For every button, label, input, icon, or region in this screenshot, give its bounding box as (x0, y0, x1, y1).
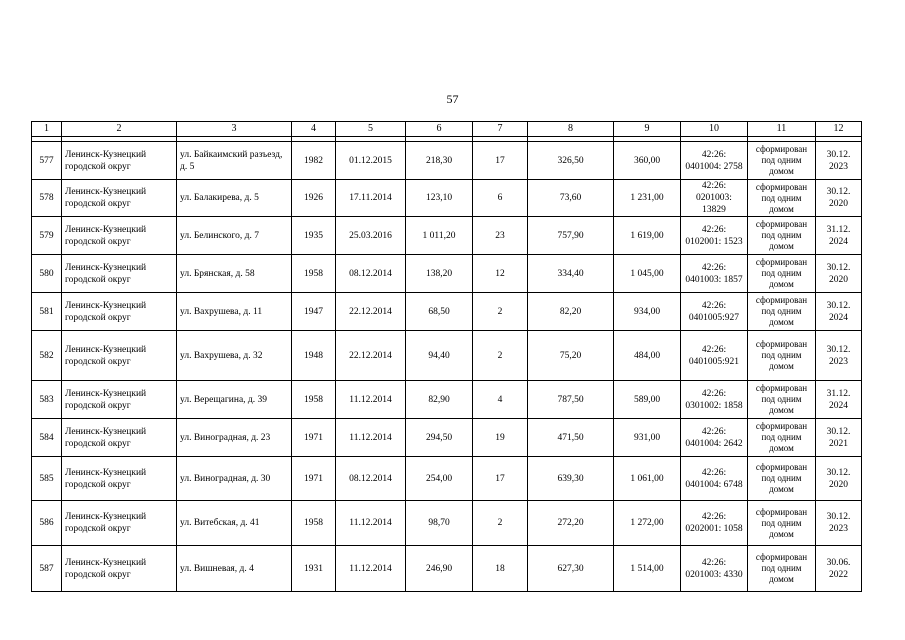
count-cell: 18 (473, 546, 528, 592)
value-col9-cell: 1 619,00 (614, 217, 681, 255)
column-number: 1 (32, 122, 62, 137)
date-cell: 22.12.2014 (336, 331, 406, 381)
address-cell: ул. Вахрушева, д. 11 (177, 293, 292, 331)
value-col9-cell: 1 272,00 (614, 501, 681, 546)
land-status-cell: сформирован под одним домом (748, 331, 816, 381)
address-cell: ул. Вишневая, д. 4 (177, 546, 292, 592)
deadline-cell: 30.12. 2021 (816, 419, 862, 457)
column-number: 3 (177, 122, 292, 137)
land-status-cell: сформирован под одним домом (748, 381, 816, 419)
year-cell: 1926 (292, 180, 336, 217)
year-cell: 1971 (292, 457, 336, 501)
column-number: 7 (473, 122, 528, 137)
table-row (32, 142, 862, 180)
value-col8-cell: 334,40 (528, 255, 614, 293)
deadline-cell: 30.12. 2023 (816, 331, 862, 381)
deadline-cell: 30.12. 2024 (816, 293, 862, 331)
cadastral-number-cell: 42:26: 0201003: 13829 (681, 180, 748, 217)
cadastral-number-cell: 42:26: 0202001: 1058 (681, 501, 748, 546)
column-number: 4 (292, 122, 336, 137)
column-number: 11 (748, 122, 816, 137)
address-cell: ул. Байкаимский разъезд, д. 5 (177, 142, 292, 180)
cadastral-number-cell: 42:26: 0401004: 6748 (681, 457, 748, 501)
address-cell: ул. Белинского, д. 7 (177, 217, 292, 255)
deadline-cell: 30.12. 2020 (816, 255, 862, 293)
cadastral-number-cell: 42:26: 0401005:921 (681, 331, 748, 381)
year-cell: 1958 (292, 255, 336, 293)
area-cell: 246,90 (406, 546, 473, 592)
year-cell: 1971 (292, 419, 336, 457)
district-cell: Ленинск-Кузнецкий городской округ (62, 457, 177, 501)
date-cell: 08.12.2014 (336, 457, 406, 501)
area-cell: 254,00 (406, 457, 473, 501)
table-row (32, 331, 862, 381)
cadastral-number-cell: 42:26: 0401004: 2642 (681, 419, 748, 457)
row-number-cell: 585 (32, 457, 62, 501)
year-cell: 1931 (292, 546, 336, 592)
value-col8-cell: 326,50 (528, 142, 614, 180)
value-col9-cell: 484,00 (614, 331, 681, 381)
date-cell: 22.12.2014 (336, 293, 406, 331)
date-cell: 08.12.2014 (336, 255, 406, 293)
district-cell: Ленинск-Кузнецкий городской округ (62, 546, 177, 592)
area-cell: 218,30 (406, 142, 473, 180)
column-number: 8 (528, 122, 614, 137)
address-cell: ул. Брянская, д. 58 (177, 255, 292, 293)
cadastral-number-cell: 42:26: 0401005:927 (681, 293, 748, 331)
value-col8-cell: 757,90 (528, 217, 614, 255)
area-cell: 82,90 (406, 381, 473, 419)
area-cell: 98,70 (406, 501, 473, 546)
address-cell: ул. Витебская, д. 41 (177, 501, 292, 546)
date-cell: 11.12.2014 (336, 419, 406, 457)
land-status-cell: сформирован под одним домом (748, 501, 816, 546)
count-cell: 4 (473, 381, 528, 419)
address-cell: ул. Верещагина, д. 39 (177, 381, 292, 419)
row-number-cell: 577 (32, 142, 62, 180)
value-col8-cell: 73,60 (528, 180, 614, 217)
value-col9-cell: 1 045,00 (614, 255, 681, 293)
table-row (32, 501, 862, 546)
row-number-cell: 580 (32, 255, 62, 293)
area-cell: 1 011,20 (406, 217, 473, 255)
deadline-cell: 31.12. 2024 (816, 381, 862, 419)
land-status-cell: сформирован под одним домом (748, 457, 816, 501)
value-col8-cell: 471,50 (528, 419, 614, 457)
count-cell: 2 (473, 501, 528, 546)
row-number-cell: 578 (32, 180, 62, 217)
district-cell: Ленинск-Кузнецкий городской округ (62, 217, 177, 255)
row-number-cell: 584 (32, 419, 62, 457)
year-cell: 1958 (292, 501, 336, 546)
column-number: 10 (681, 122, 748, 137)
district-cell: Ленинск-Кузнецкий городской округ (62, 331, 177, 381)
year-cell: 1935 (292, 217, 336, 255)
value-col8-cell: 627,30 (528, 546, 614, 592)
column-number-row (32, 122, 862, 137)
land-status-cell: сформирован под одним домом (748, 419, 816, 457)
year-cell: 1982 (292, 142, 336, 180)
table-row (32, 419, 862, 457)
column-number: 6 (406, 122, 473, 137)
date-cell: 11.12.2014 (336, 381, 406, 419)
land-status-cell: сформирован под одним домом (748, 255, 816, 293)
year-cell: 1947 (292, 293, 336, 331)
cadastral-number-cell: 42:26: 0102001: 1523 (681, 217, 748, 255)
date-cell: 11.12.2014 (336, 546, 406, 592)
year-cell: 1948 (292, 331, 336, 381)
count-cell: 2 (473, 331, 528, 381)
area-cell: 94,40 (406, 331, 473, 381)
address-cell: ул. Вахрушева, д. 32 (177, 331, 292, 381)
date-cell: 17.11.2014 (336, 180, 406, 217)
housing-registry-table (31, 121, 862, 592)
address-cell: ул. Балакирева, д. 5 (177, 180, 292, 217)
table-row (32, 546, 862, 592)
district-cell: Ленинск-Кузнецкий городской округ (62, 142, 177, 180)
cadastral-number-cell: 42:26: 0301002: 1858 (681, 381, 748, 419)
column-number: 5 (336, 122, 406, 137)
row-number-cell: 586 (32, 501, 62, 546)
table-row (32, 180, 862, 217)
cadastral-number-cell: 42:26: 0401003: 1857 (681, 255, 748, 293)
land-status-cell: сформирован под одним домом (748, 546, 816, 592)
value-col8-cell: 82,20 (528, 293, 614, 331)
district-cell: Ленинск-Кузнецкий городской округ (62, 180, 177, 217)
deadline-cell: 31.12. 2024 (816, 217, 862, 255)
count-cell: 19 (473, 419, 528, 457)
area-cell: 138,20 (406, 255, 473, 293)
value-col8-cell: 639,30 (528, 457, 614, 501)
value-col9-cell: 931,00 (614, 419, 681, 457)
count-cell: 12 (473, 255, 528, 293)
area-cell: 68,50 (406, 293, 473, 331)
value-col9-cell: 934,00 (614, 293, 681, 331)
district-cell: Ленинск-Кузнецкий городской округ (62, 381, 177, 419)
year-cell: 1958 (292, 381, 336, 419)
value-col8-cell: 75,20 (528, 331, 614, 381)
district-cell: Ленинск-Кузнецкий городской округ (62, 293, 177, 331)
value-col9-cell: 589,00 (614, 381, 681, 419)
cadastral-number-cell: 42:26: 0201003: 4330 (681, 546, 748, 592)
deadline-cell: 30.06. 2022 (816, 546, 862, 592)
row-number-cell: 583 (32, 381, 62, 419)
area-cell: 123,10 (406, 180, 473, 217)
cadastral-number-cell: 42:26: 0401004: 2758 (681, 142, 748, 180)
date-cell: 25.03.2016 (336, 217, 406, 255)
count-cell: 17 (473, 457, 528, 501)
column-number: 2 (62, 122, 177, 137)
deadline-cell: 30.12. 2020 (816, 457, 862, 501)
land-status-cell: сформирован под одним домом (748, 180, 816, 217)
land-status-cell: сформирован под одним домом (748, 293, 816, 331)
table-body (32, 122, 862, 592)
page-number: 57 (446, 92, 459, 106)
deadline-cell: 30.12. 2020 (816, 180, 862, 217)
district-cell: Ленинск-Кузнецкий городской округ (62, 419, 177, 457)
district-cell: Ленинск-Кузнецкий городской округ (62, 501, 177, 546)
area-cell: 294,50 (406, 419, 473, 457)
table-row (32, 381, 862, 419)
value-col8-cell: 787,50 (528, 381, 614, 419)
row-number-cell: 581 (32, 293, 62, 331)
district-cell: Ленинск-Кузнецкий городской округ (62, 255, 177, 293)
count-cell: 23 (473, 217, 528, 255)
land-status-cell: сформирован под одним домом (748, 217, 816, 255)
row-number-cell: 582 (32, 331, 62, 381)
row-number-cell: 587 (32, 546, 62, 592)
table-row (32, 217, 862, 255)
value-col9-cell: 1 514,00 (614, 546, 681, 592)
column-number: 9 (614, 122, 681, 137)
count-cell: 17 (473, 142, 528, 180)
table-row (32, 255, 862, 293)
value-col9-cell: 1 231,00 (614, 180, 681, 217)
date-cell: 11.12.2014 (336, 501, 406, 546)
row-number-cell: 579 (32, 217, 62, 255)
column-number: 12 (816, 122, 862, 137)
count-cell: 6 (473, 180, 528, 217)
value-col9-cell: 1 061,00 (614, 457, 681, 501)
date-cell: 01.12.2015 (336, 142, 406, 180)
address-cell: ул. Виноградная, д. 30 (177, 457, 292, 501)
deadline-cell: 30.12. 2023 (816, 501, 862, 546)
address-cell: ул. Виноградная, д. 23 (177, 419, 292, 457)
value-col8-cell: 272,20 (528, 501, 614, 546)
count-cell: 2 (473, 293, 528, 331)
deadline-cell: 30.12. 2023 (816, 142, 862, 180)
table-row (32, 457, 862, 501)
table-row (32, 293, 862, 331)
value-col9-cell: 360,00 (614, 142, 681, 180)
land-status-cell: сформирован под одним домом (748, 142, 816, 180)
